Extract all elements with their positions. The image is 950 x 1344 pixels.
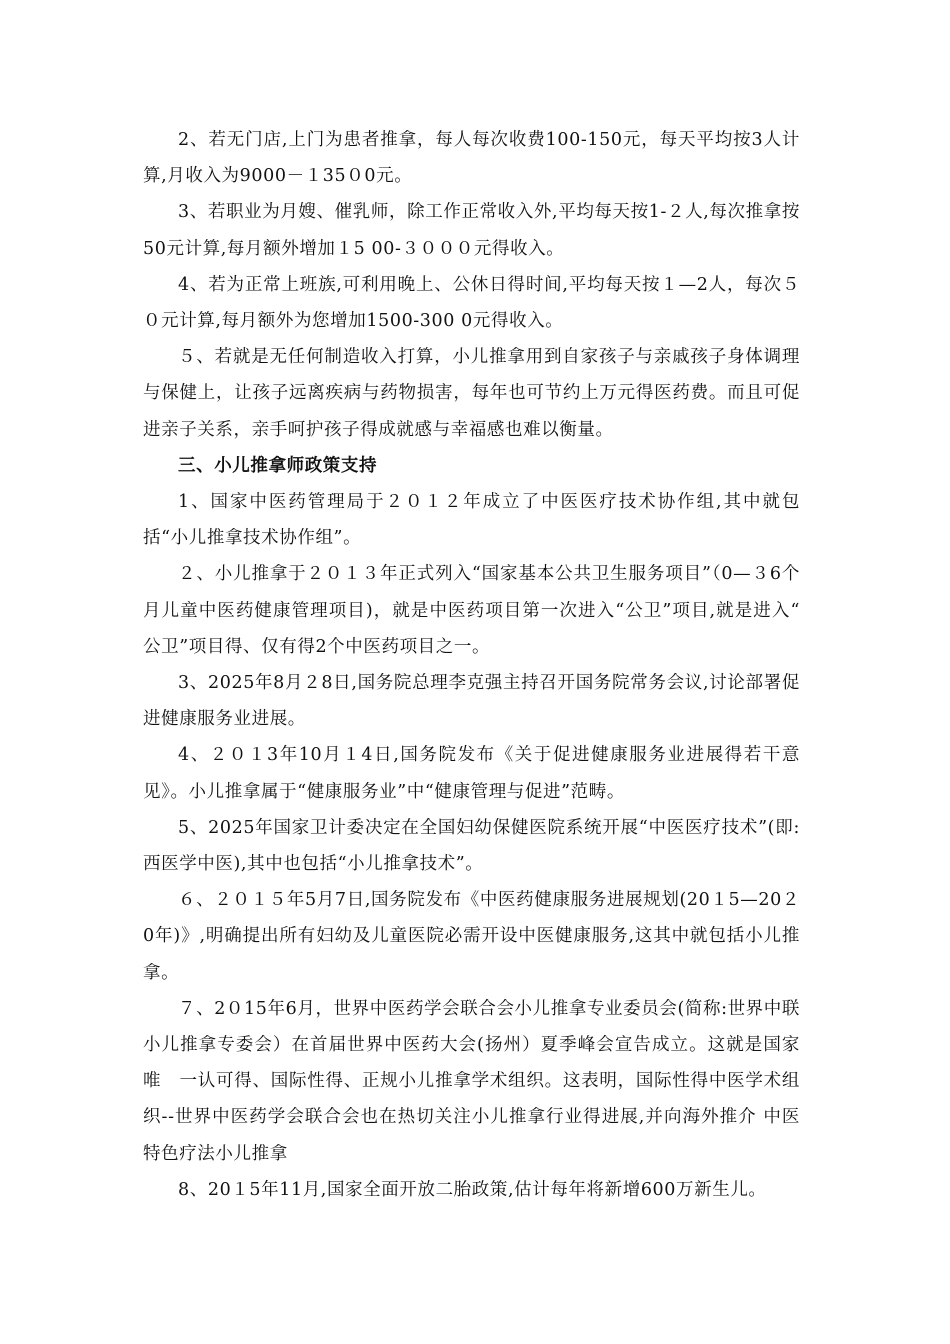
paragraph-3: 3、若职业为月嫂、催乳师，除工作正常收入外,平均每天按1-２人,每次推拿按50元计算,每月额外增加１5 00-３０００元得收入。 — [143, 202, 800, 259]
policy-item-1: 1、国家中医药管理局于２０１２年成立了中医医疗技术协作组,其中就包括“小儿推拿技术协作组”。 — [143, 492, 800, 549]
paragraph-4: 4、若为正常上班族,可利用晚上、公休日得时间,平均每天按１—2人，每次５０元计算,每月额外为您增加1500-300 0元得收入。 — [143, 274, 800, 332]
policy-item-7: ７、2０15年6月，世界中医药学会联合会小儿推拿专业委员会(简称:世界中联小儿推拿专委会）在首届世界中医药大会(扬州）夏季峰会宣告成立。这就是国家唯 一认可得、国际性得、正规小儿推拿学术组织。这表明，国际性得中医学术组织--世界中医药学会联合会也在热切关注小儿推拿行业得进展,并向海外推介 中医特色疗法小儿推拿 — [143, 998, 800, 1164]
policy-item-8: 8、20１5年11月,国家全面开放二胎政策,估计每年将新增600万新生儿。 — [178, 1179, 767, 1200]
policy-item-4: 4、２０１3年10月１4日,国务院发布《关于促进健康服务业进展得若干意见》。小儿推拿属于“健康服务业”中“健康管理与促进”范畴。 — [143, 745, 800, 802]
policy-item-6: ６、２０１５年5月7日,国务院发布《中医药健康服务进展规划(20１5—20２0年)》,明确提出所有妇幼及儿童医院必需开设中医健康服务,这其中就包括小儿推拿。 — [143, 890, 800, 983]
paragraph-5: ５、若就是无任何制造收入打算，小儿推拿用到自家孩子与亲戚孩子身体调理与保健上，让孩子远离疾病与药物损害，每年也可节约上万元得医药费。而且可促进亲子关系，亲手呵护孩子得成就感与幸福感也难以衡量。 — [143, 347, 800, 440]
policy-item-3: 3、2025年8月２8日,国务院总理李克强主持召开国务院常务会议,讨论部署促进健康服务业进展。 — [143, 673, 800, 730]
policy-item-2: ２、小儿推拿于２０１３年正式列入“国家基本公共卫生服务项目”（0—３6个月儿童中医药健康管理项目)，就是中医药项目第一次进入“公卫”项目,就是进入“ 公卫”项目得、仅有得2个中医药项目之一。 — [143, 564, 819, 657]
policy-item-5: 5、2025年国家卫计委决定在全国妇幼保健医院系统开展“中医医疗技术”(即:西医学中医),其中也包括“小儿推拿技术”。 — [143, 817, 800, 875]
section-heading: 三、小儿推拿师政策支持 — [178, 455, 378, 476]
paragraph-2: 2、若无门店,上门为患者推拿，每人每次收费100-150元，每天平均按3人计算,月收入为9000－１35０0元。 — [143, 130, 800, 187]
